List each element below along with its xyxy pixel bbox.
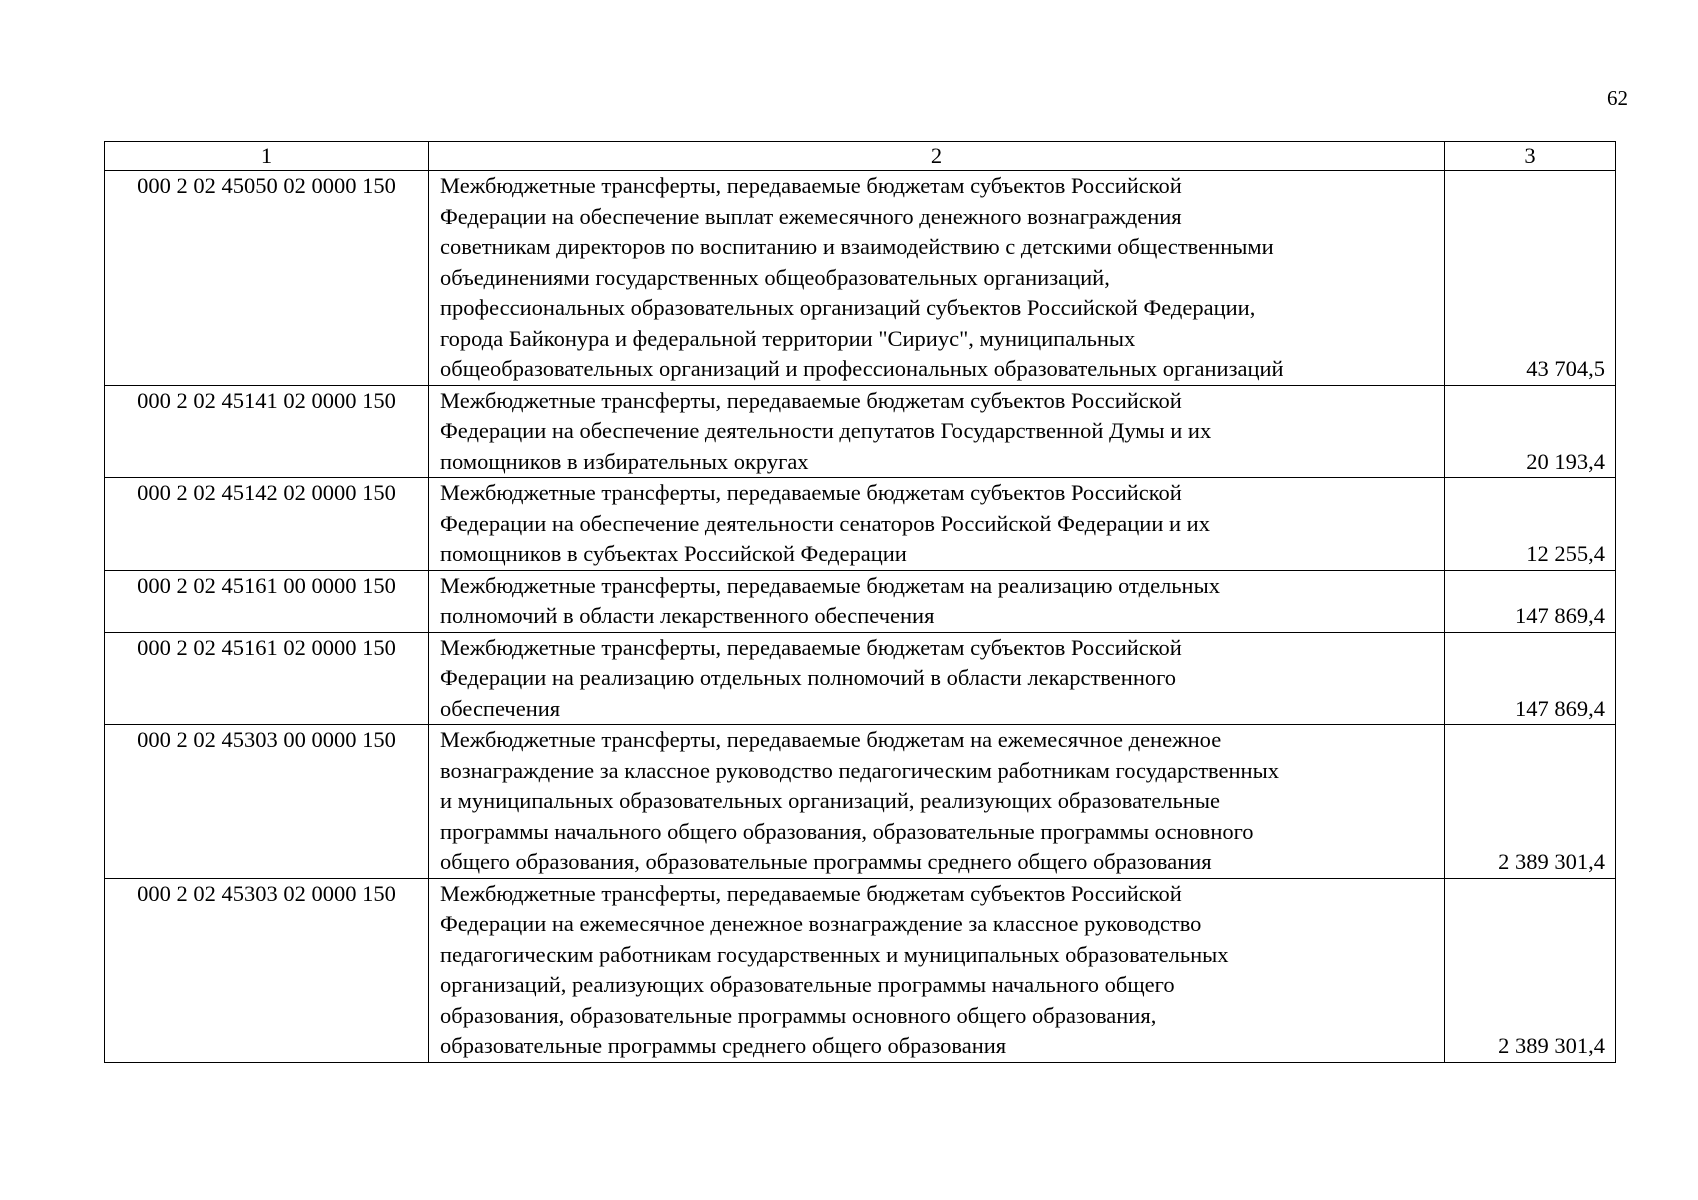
description-line: Межбюджетные трансферты, передаваемые бюджетам субъектов Российской — [440, 173, 1182, 198]
description-line: Федерации на реализацию отдельных полномочий в области лекарственного — [440, 665, 1177, 690]
revenue-description — [429, 878, 1445, 1062]
table-header-row — [105, 142, 1616, 171]
description-line: Межбюджетные трансферты, передаваемые бюджетам на реализацию отдельных — [440, 572, 1220, 598]
revenue-description — [429, 385, 1445, 478]
description-line: Межбюджетные трансферты, передаваемые бюджетам субъектов Российской — [440, 634, 1182, 660]
description-line: Федерации на обеспечение деятельности депутатов Государственной Думы и их — [440, 418, 1212, 443]
description-line: Межбюджетные трансферты, передаваемые бюджетам субъектов Российской — [440, 387, 1182, 413]
table-row — [105, 725, 1616, 879]
description-line: полномочий в области лекарственного обеспечения — [440, 603, 935, 628]
description-line: общеобразовательных организаций и профессиональных образовательных организаций — [440, 356, 1284, 381]
description-line: педагогическим работникам государственных и муниципальных образовательных — [440, 941, 1229, 967]
description-line: помощников в субъектах Российской Федерации — [440, 541, 907, 566]
revenue-description — [429, 570, 1445, 632]
description-line: города Байконура и федеральной территории "Сириус", муниципальных — [440, 325, 1136, 351]
amount-value: 147 869,4 — [1445, 632, 1616, 725]
description-line: образования, образовательные программы основного общего образования, — [440, 1002, 1157, 1028]
table-row — [105, 385, 1616, 478]
table-row — [105, 878, 1616, 1062]
classification-code: 000 2 02 45142 02 0000 150 — [105, 478, 429, 571]
classification-code: 000 2 02 45161 00 0000 150 — [105, 570, 429, 632]
classification-code: 000 2 02 45303 00 0000 150 — [105, 725, 429, 879]
amount-value: 2 389 301,4 — [1445, 878, 1616, 1062]
column-header: 1 — [105, 142, 429, 171]
description-line: советникам директоров по воспитанию и взаимодействию с детскими общественными — [440, 234, 1274, 259]
amount-value: 20 193,4 — [1445, 385, 1616, 478]
classification-code: 000 2 02 45141 02 0000 150 — [105, 385, 429, 478]
revenue-description — [429, 725, 1445, 879]
description-line: объединениями государственных общеобразовательных организаций, — [440, 264, 1110, 290]
classification-code: 000 2 02 45050 02 0000 150 — [105, 171, 429, 386]
description-line: общего образования, образовательные программы среднего общего образования — [440, 849, 1212, 874]
table-row — [105, 570, 1616, 632]
description-line: организаций, реализующих образовательные программы начального общего — [440, 972, 1175, 997]
table-row — [105, 478, 1616, 571]
page-number: 62 — [1607, 86, 1628, 110]
amount-value: 12 255,4 — [1445, 478, 1616, 571]
description-line: вознаграждение за классное руководство педагогическим работникам государственных — [440, 757, 1279, 783]
description-line: Межбюджетные трансферты, передаваемые бюджетам на ежемесячное денежное — [440, 727, 1222, 752]
description-line: обеспечения — [440, 695, 561, 721]
description-line: Федерации на обеспечение деятельности сенаторов Российской Федерации и их — [440, 510, 1210, 536]
description-line: Федерации на ежемесячное денежное вознаграждение за классное руководство — [440, 911, 1202, 936]
classification-code: 000 2 02 45303 02 0000 150 — [105, 878, 429, 1062]
amount-value: 43 704,5 — [1445, 171, 1616, 386]
description-line: программы начального общего образования, образовательные программы основного — [440, 818, 1254, 844]
description-line: профессиональных образовательных организаций субъектов Российской Федерации, — [440, 295, 1256, 320]
description-line: помощников в избирательных округах — [440, 448, 809, 474]
description-line: Федерации на обеспечение выплат ежемесячного денежного вознаграждения — [440, 203, 1182, 229]
description-line: Межбюджетные трансферты, передаваемые бюджетам субъектов Российской — [440, 880, 1182, 906]
revenue-description — [429, 171, 1445, 386]
column-header: 3 — [1445, 142, 1616, 171]
table-body — [105, 142, 1616, 1063]
budget-table — [104, 141, 1616, 1063]
classification-code: 000 2 02 45161 02 0000 150 — [105, 632, 429, 725]
column-header: 2 — [429, 142, 1445, 171]
table-row — [105, 632, 1616, 725]
description-line: Межбюджетные трансферты, передаваемые бюджетам субъектов Российской — [440, 480, 1182, 505]
revenue-description — [429, 478, 1445, 571]
amount-value: 147 869,4 — [1445, 570, 1616, 632]
revenue-description — [429, 632, 1445, 725]
description-line: и муниципальных образовательных организаций, реализующих образовательные — [440, 788, 1220, 813]
table-row — [105, 171, 1616, 386]
amount-value: 2 389 301,4 — [1445, 725, 1616, 879]
description-line: образовательные программы среднего общего образования — [440, 1033, 1007, 1058]
